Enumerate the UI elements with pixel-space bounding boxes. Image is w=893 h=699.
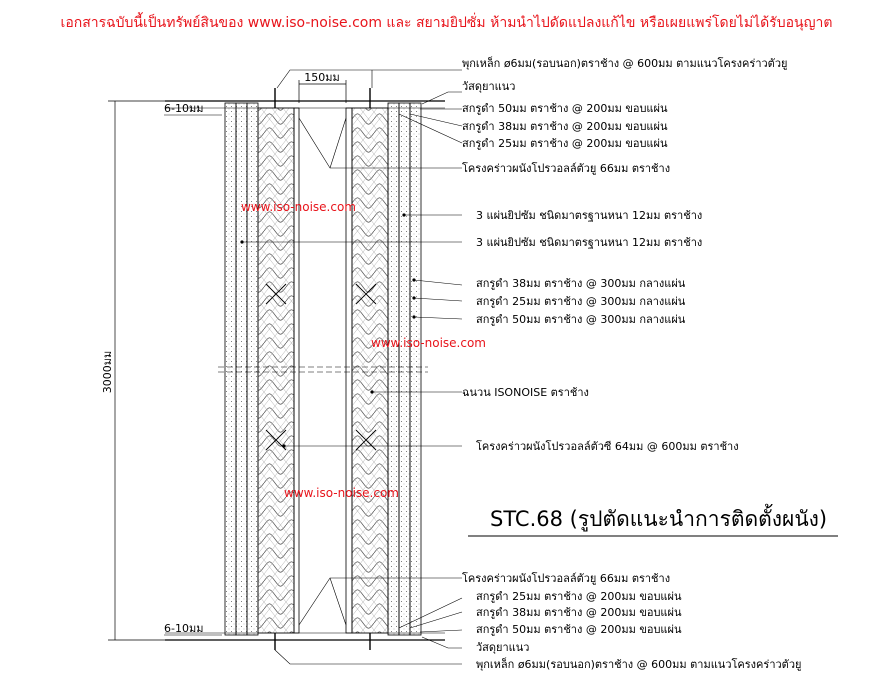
gap-dimension-label: 150มม [304,71,340,84]
insulation-right [352,108,388,633]
top-gap-label: 6-10มม [164,102,204,115]
label-gypsum-right: 3 แผ่นยิปซัม ชนิดมาตรฐานหนา 12มม ตราช้าง [476,209,703,222]
label-anchor-bottom: พุกเหล็ก ø6มม(รอบนอก)ตราช้าง @ 600มม ตามแนวโครงคร่าวตัวยู [476,658,802,671]
watermark-1: www.iso-noise.com [241,200,356,214]
label-sealant-bottom: วัสดุยาแนว [476,641,530,654]
copyright-notice: เอกสารฉบับนี้เป็นทรัพย์สินของ www.iso-noise.com และ สยามยิปซั่ม ห้ามนำไปดัดแปลงแก้ไข หรือเผยแพร่โดยไม่ได้รับอนุญาต [60,15,833,31]
insulation-left [258,108,294,633]
label-anchor-top: พุกเหล็ก ø6มม(รอบนอก)ตราช้าง @ 600มม ตามแนวโครงคร่าวตัวยู [462,57,788,70]
label-screw-25-edge-bottom: สกรูดำ 25มม ตราช้าง @ 200มม ขอบแผ่น [476,590,682,603]
label-u-track-bottom: โครงคร่าวผนังโปรวอลล์ตัวยู 66มม ตราช้าง [462,572,671,585]
label-c-stud: โครงคร่าวผนังโปรวอลล์ตัวซี 64มม @ 600มม ตราช้าง [476,440,739,453]
label-screw-50-edge-bottom: สกรูดำ 50มม ตราช้าง @ 200มม ขอบแผ่น [476,623,682,636]
label-screw-38-edge-top: สกรูดำ 38มม ตราช้าง @ 200มม ขอบแผ่น [462,120,668,133]
height-dimension [108,101,225,640]
label-u-track-top: โครงคร่าวผนังโปรวอลล์ตัวยู 66มม ตราช้าง [462,162,671,175]
label-gypsum-left: 3 แผ่นยิปซัม ชนิดมาตรฐานหนา 12มม ตราช้าง [476,236,703,249]
bottom-gap-label: 6-10มม [164,622,204,635]
label-sealant-top: วัสดุยาแนว [462,80,516,93]
height-dimension-label: 3000มม [101,350,114,394]
gypsum-left [225,103,258,635]
label-screw-38-mid: สกรูดำ 38มม ตราช้าง @ 300มม กลางแผ่น [476,277,686,290]
gypsum-right [388,103,421,635]
stud-flange-left [294,108,299,633]
drawing-title: STC.68 (รูปตัดแนะนำการติดตั้งผนัง) [490,507,828,531]
watermark-2: www.iso-noise.com [371,336,486,350]
label-screw-50-mid: สกรูดำ 50มม ตราช้าง @ 300มม กลางแผ่น [476,313,686,326]
label-screw-25-mid: สกรูดำ 25มม ตราช้าง @ 300มม กลางแผ่น [476,295,686,308]
stud-flange-right [346,108,352,633]
label-insulation: ฉนวน ISONOISE ตราช้าง [462,386,589,399]
label-screw-25-edge-top: สกรูดำ 25มม ตราช้าง @ 200มม ขอบแผ่น [462,137,668,150]
label-screw-50-edge-top: สกรูดำ 50มม ตราช้าง @ 200มม ขอบแผ่น [462,102,668,115]
label-screw-38-edge-bottom: สกรูดำ 38มม ตราช้าง @ 200มม ขอบแผ่น [476,606,682,619]
watermark-3: www.iso-noise.com [284,486,399,500]
